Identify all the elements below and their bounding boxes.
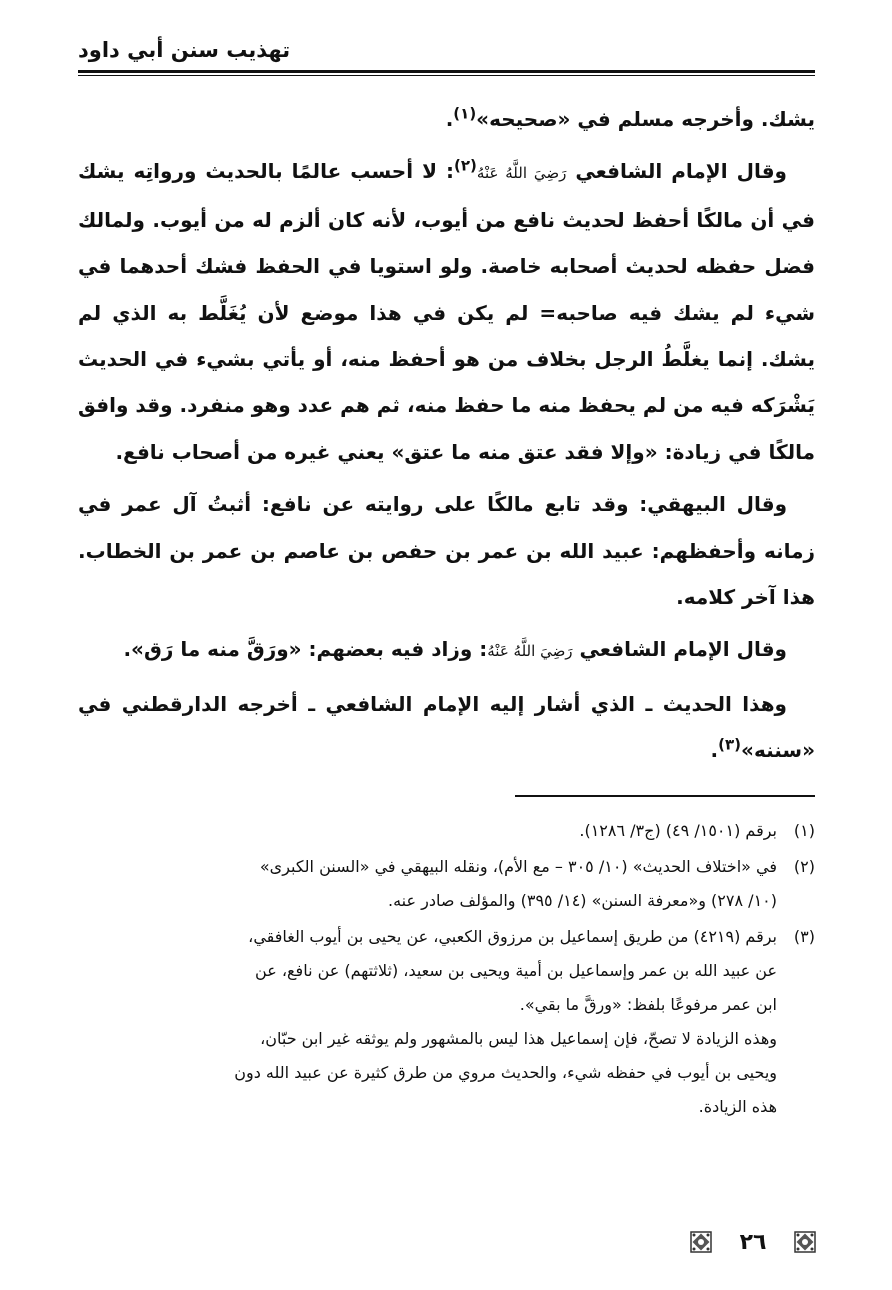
footnote-line: في «اختلاف الحديث» (١٠/ ٣٠٥ – مع الأم)، ونقله البيهقي في «السنن الكبرى» <box>259 857 777 876</box>
paragraph-text: وقال الإمام الشافعي <box>566 159 787 184</box>
footnote-line: هذه الزيادة. <box>698 1097 777 1116</box>
main-text <box>78 96 815 780</box>
running-header-title: تهذيب سنن أبي داود <box>78 38 291 62</box>
paragraph-5 <box>78 681 815 774</box>
footnote-body <box>78 850 777 918</box>
paragraph-1 <box>78 96 815 142</box>
paragraph-text-end: . <box>710 738 719 763</box>
footnote-body <box>78 920 777 1124</box>
footnote-body <box>78 814 777 848</box>
footnote-2 <box>78 850 815 918</box>
honorific: رَضِيَ اللَّهُ عَنْهُ <box>487 642 573 661</box>
footnote-number: (٣) <box>793 927 815 946</box>
honorific: رَضِيَ اللَّهُ عَنْهُ <box>476 164 567 183</box>
footnote-line: ابن عمر مرفوعًا بلفظ: «ورقَّ ما بقي». <box>519 995 777 1014</box>
ornament-left-icon <box>690 1231 712 1253</box>
paragraph-text: وقال البيهقي: وقد تابع مالكًا على روايته عن نافع: أثبتُ آل عمر في زمانه وأحفظهم: عبيد الله بن عمر بن حفص بن عاصم بن عمر بن الخطاب. هذا آخر كلامه. <box>78 492 815 610</box>
paragraph-text: وقال الإمام الشافعي <box>572 637 787 662</box>
footnote-line: ويحيى بن أيوب في حفظه شيء، والحديث مروي من طرق كثيرة عن عبيد الله دون <box>234 1063 777 1082</box>
header-rule-thick <box>78 70 815 73</box>
paragraph-2 <box>78 148 815 475</box>
footnote-line: عن عبيد الله بن عمر وإسماعيل بن أمية ويحيى بن سعيد، (ثلاثتهم) عن نافع، عن <box>255 961 777 980</box>
paragraph-3 <box>78 481 815 620</box>
page-number-area <box>690 1226 816 1258</box>
footnotes <box>78 814 815 1126</box>
footnote-ref-1[interactable]: (١) <box>453 104 477 123</box>
footnote-separator <box>515 795 815 797</box>
paragraph-4 <box>78 626 815 674</box>
footnote-ref-3[interactable]: (٣) <box>718 735 742 754</box>
paragraph-text: يشك. وأخرجه مسلم في «صحيحه» <box>476 107 815 131</box>
footnote-number: (٢) <box>793 857 815 876</box>
footnote-line: برقم (٤٢١٩) من طريق إسماعيل بن مرزوق الكعبي، عن يحيى بن أيوب الغافقي، <box>248 927 777 946</box>
paragraph-text-end: : لا أحسب عالمًا بالحديث ورواتِه يشك في أن مالكًا أحفظ لحديث نافع من أيوب، لأنه كان ألزم له من أيوب. ولمالك فضل حفظه لحديث أصحابه خاصة. ولو استويا في الحفظ فشك أحدهما في شيء لم يشك فيه صاحبه= لم يكن في هذا موضع لأن يُغَلَّط به الذي لم يشك. إنما يغلَّطُ الرجل بخلاف من هو أحفظ منه، أو يأتي بشيء في الحديث يَشْرَكه فيه من لم يحفظ منه ما حفظ منه، ثم هم عدد وهو منفرد. وقد وافق مالكًا في زيادة: «وإلا فقد عتق منه ما عتق» يعني غيره من أصحاب نافع. <box>78 159 815 464</box>
header-rule-thin <box>78 75 815 76</box>
paragraph-text-end: . <box>445 107 454 131</box>
footnote-line: برقم (١٥٠١/ ٤٩) (ج٣/ ١٢٨٦). <box>579 821 777 840</box>
footnote-ref-2[interactable]: (٢) <box>454 156 477 175</box>
footnote-line: وهذه الزيادة لا تصحّ، فإن إسماعيل هذا ليس بالمشهور ولم يوثقه غير ابن حبّان، <box>260 1029 777 1048</box>
footnote-number: (١) <box>793 821 815 840</box>
paragraph-text: وهذا الحديث ـ الذي أشار إليه الإمام الشافعي ـ أخرجه الدارقطني في «سننه» <box>78 691 815 763</box>
ornament-right-icon <box>794 1231 816 1253</box>
footnote-3 <box>78 920 815 1124</box>
page-number: ٢٦ <box>739 1229 767 1255</box>
footnote-1 <box>78 814 815 848</box>
paragraph-text-end: : وزاد فيه بعضهم: «ورَقَّ منه ما رَق». <box>123 637 488 662</box>
footnote-line: (١٠/ ٢٧٨) و«معرفة السنن» (١٤/ ٣٩٥) والمؤلف صادر عنه. <box>387 891 777 910</box>
